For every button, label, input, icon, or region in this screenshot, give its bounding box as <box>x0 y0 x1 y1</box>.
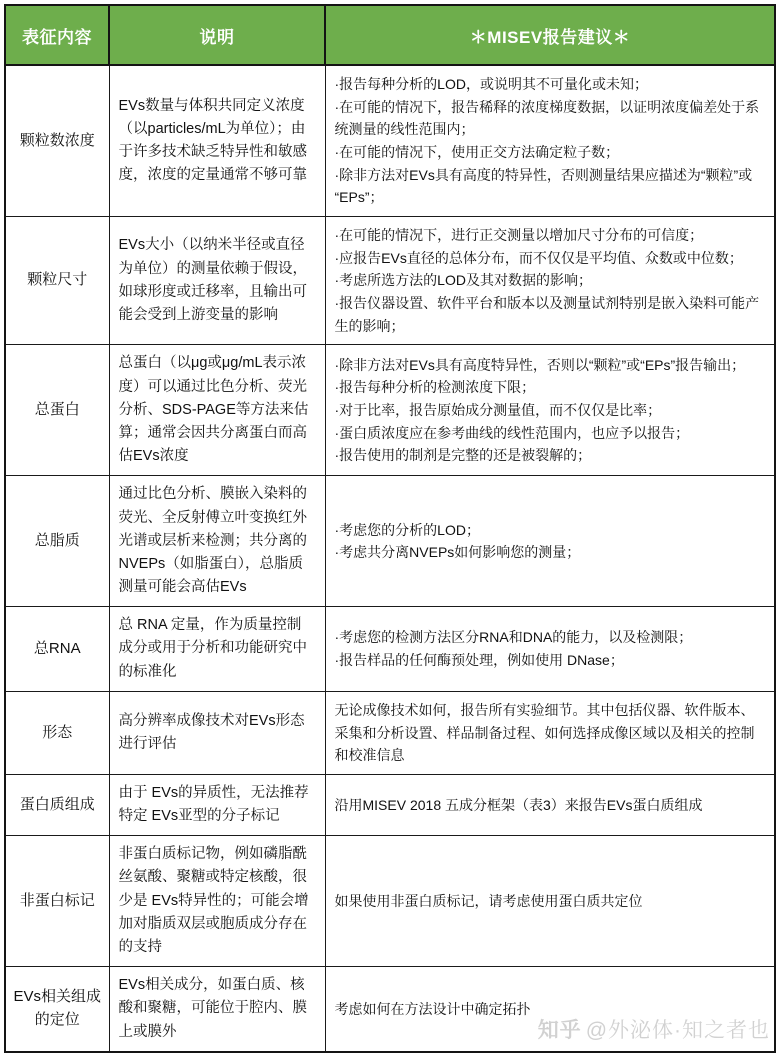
cell-recommendation <box>325 345 775 476</box>
cell-description <box>109 691 325 774</box>
recommendation-item: ·报告使用的制剂是完整的还是被裂解的； <box>334 447 592 464</box>
cell-description <box>109 65 325 217</box>
cell-recommendation <box>325 836 775 967</box>
recommendation-item: ·报告样品的任何酶预处理，例如使用 DNase； <box>334 652 624 669</box>
recommendation-item: ·考虑您的检测方法区分RNA和DNA的能力，以及检测限； <box>334 629 693 646</box>
cell-recommendation <box>325 691 775 774</box>
recommendation-list <box>335 794 766 817</box>
table-row <box>5 476 775 607</box>
column-header-feature: 表征内容 <box>5 5 109 65</box>
cell-description <box>109 217 325 345</box>
column-header-description: 说明 <box>109 5 325 65</box>
cell-feature: 颗粒数浓度 <box>5 65 109 217</box>
watermark-logo: 知乎 <box>537 1019 582 1042</box>
cell-feature: 总脂质 <box>5 476 109 607</box>
cell-feature: 颗粒尺寸 <box>5 217 109 345</box>
cell-feature: 总RNA <box>5 607 109 692</box>
cell-feature: 非蛋白标记 <box>5 836 109 967</box>
recommendation-list <box>335 73 766 209</box>
description-text: 由于 EVs的异质性，无法推荐特定 EVs亚型的分子标记 <box>118 784 309 825</box>
recommendation-item: ·在可能的情况下，使用正交方法确定粒子数； <box>334 144 620 161</box>
description-text: 非蛋白质标记物，例如磷脂酰丝氨酸、聚糖或特定核酸，很少是 EVs特异性的；可能会增加对脂质双层或胞质成分存在的支持 <box>118 846 309 955</box>
cell-description <box>109 476 325 607</box>
cell-feature: 总蛋白 <box>5 345 109 476</box>
cell-description <box>109 836 325 967</box>
table-row <box>5 345 775 476</box>
cell-recommendation <box>325 476 775 607</box>
recommendation-item: ·蛋白质浓度应在参考曲线的线性范围内，也应予以报告； <box>334 424 690 441</box>
description-text: 总 RNA 定量，作为质量控制成分或用于分析和功能研究中的标准化 <box>118 617 307 680</box>
misev-characterization-table <box>4 4 776 1053</box>
recommendation-item: ·在可能的情况下，报告稀释的浓度梯度数据，以证明浓度偏差处于系统测量的线性范围内； <box>334 98 760 138</box>
recommendation-item: ·在可能的情况下，进行正交测量以增加尺寸分布的可信度； <box>334 227 704 244</box>
recommendation-list <box>335 354 766 467</box>
table-row <box>5 774 775 835</box>
cell-description <box>109 774 325 835</box>
cell-feature: 形态 <box>5 691 109 774</box>
description-text: 通过比色分析、膜嵌入染料的荧光、全反射傅立叶变换红外光谱或层析来检测；共分离的NVEPs（如脂蛋白），总脂质测量可能会高估EVs <box>118 486 307 596</box>
table-body <box>5 65 775 1052</box>
cell-description <box>109 345 325 476</box>
recommendation-item: ·报告每种分析的LOD，或说明其不可量化或未知； <box>334 76 648 92</box>
table-row <box>5 836 775 967</box>
column-header-misev-recommendation: ＊MISEV报告建议＊ <box>325 5 775 65</box>
description-text: 总蛋白（以μg或μg/mL表示浓度）可以通过比色分析、荧光分析、SDS-PAGE等方法来估算；通常会因共分离蛋白而高估EVs浓度 <box>118 355 309 465</box>
cell-recommendation <box>325 967 775 1052</box>
watermark-handle: @外泌体·知之者也 <box>585 1019 770 1042</box>
table-row <box>5 967 775 1052</box>
table-row <box>5 691 775 774</box>
recommendation-list <box>335 626 766 671</box>
recommendation-item: ·考虑共分离NVEPs如何影响您的测量； <box>334 544 581 561</box>
recommendation-item: ·对于比率，报告原始成分测量值，而不仅仅是比率； <box>334 402 662 419</box>
recommendation-item: ·考虑所选方法的LOD及其对数据的影响； <box>334 272 592 289</box>
recommendation-item: ·报告仪器设置、软件平台和版本以及测量试剂特别是嵌入染料可能产生的影响； <box>334 295 760 334</box>
recommendation-item: 如果使用非蛋白质标记，请考虑使用蛋白质共定位 <box>334 892 643 909</box>
table-row <box>5 65 775 217</box>
recommendation-item: 考虑如何在方法设计中确定拓扑 <box>334 1000 531 1017</box>
recommendation-list <box>335 519 766 564</box>
recommendation-item: ·报告每种分析的检测浓度下限； <box>334 379 536 396</box>
cell-description <box>109 607 325 692</box>
description-text: EVs数量与体积共同定义浓度（以particles/mL为单位）；由于许多技术缺乏特异性和敏感度，浓度的定量通常不够可靠 <box>118 97 307 184</box>
recommendation-list <box>335 224 766 337</box>
cell-recommendation <box>325 217 775 345</box>
cell-recommendation <box>325 607 775 692</box>
cell-feature: 蛋白质组成 <box>5 774 109 835</box>
cell-recommendation <box>325 65 775 217</box>
recommendation-item: ·考虑您的分析的LOD； <box>334 521 480 538</box>
recommendation-item: 沿用MISEV 2018 五成分框架（表3）来报告EVs蛋白质组成 <box>334 796 703 813</box>
recommendation-list <box>335 699 766 767</box>
recommendation-item: ·除非方法对EVs具有高度特异性，否则以“颗粒”或“EPs”报告输出； <box>334 356 746 373</box>
cell-feature: EVs相关组成的定位 <box>5 967 109 1052</box>
recommendation-item: ·应报告EVs直径的总体分布，而不仅仅是平均值、众数或中位数； <box>334 249 743 266</box>
description-text: 高分辨率成像技术对EVs形态进行评估 <box>118 712 305 752</box>
table-row <box>5 607 775 692</box>
cell-description <box>109 967 325 1052</box>
cell-recommendation <box>325 774 775 835</box>
description-text: EVs相关成分，如蛋白质、核酸和聚糖，可能位于腔内、膜上或膜外 <box>118 977 307 1040</box>
recommendation-item: ·除非方法对EVs具有高度的特异性，否则测量结果应描述为“颗粒”或“EPs”； <box>334 166 753 206</box>
table-header <box>5 5 775 65</box>
recommendation-list <box>335 998 766 1021</box>
recommendation-list <box>335 890 766 913</box>
recommendation-item: 无论成像技术如何，报告所有实验细节。其中包括仪器、软件版本、采集和分析设置、样品制备过程、如何选择成像区域以及相关的控制和校准信息 <box>334 701 755 764</box>
header-row <box>5 5 775 65</box>
table-row <box>5 217 775 345</box>
description-text: EVs大小（以纳米半径或直径为单位）的测量依赖于假设，如球形度或迁移率，且输出可能会受到上游变量的影响 <box>118 237 307 323</box>
